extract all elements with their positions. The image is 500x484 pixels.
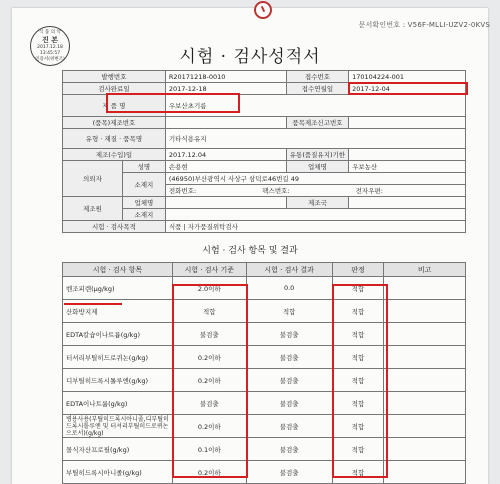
type-label: 유형 · 재질 · 품목명 (63, 129, 166, 149)
result-standard: 적합 (172, 300, 246, 323)
maker-addr (165, 209, 465, 221)
result-standard: 0.2이하 (172, 369, 246, 392)
purpose-value: 식품 | 자가품질위탁검사 (165, 221, 465, 233)
seal-main: 진 본 (42, 36, 58, 44)
acc-date-label: 접수연월일 (286, 83, 348, 95)
result-remarks (384, 415, 466, 438)
acc-no: 170104224-001 (349, 71, 466, 83)
highlight-underline (64, 303, 122, 305)
receipt-no: R20171218-0010 (165, 71, 286, 83)
result-judgement: 적합 (332, 461, 384, 484)
contact-row (165, 185, 465, 197)
seal-line1: 식 품 의 약 (39, 30, 61, 35)
biz-name: 우보농산 (349, 161, 466, 173)
mfg-date: 2017.12.04 (165, 149, 286, 161)
result-judgement: 적합 (332, 392, 384, 415)
document-number: 문서확인번호 : V56F-MLLI-UZV2-0KVS (358, 21, 490, 29)
report-label: 품목제조신고번호 (286, 117, 348, 129)
report-no (165, 117, 286, 129)
result-judgement: 적합 (332, 346, 384, 369)
result-value: 불검출 (246, 346, 332, 369)
result-remarks (384, 346, 466, 369)
results-title: 시험 · 검사 항목 및 결과 (202, 246, 298, 256)
country-value (349, 197, 466, 209)
name-label: 성명 (122, 161, 165, 173)
mfg-label: 제조(수입)일 (63, 149, 166, 161)
seal-line5: 인증서(위변조) (35, 57, 65, 62)
client-address: (46950)부산광역시 사상구 삼덕로46번길 49 (165, 173, 465, 185)
result-item: 디부틸히드록시톨루엔(g/kg) (63, 369, 173, 392)
results-table (62, 262, 466, 484)
result-value: 불검출 (246, 438, 332, 461)
report-no-label: (품목)제조번호 (63, 117, 166, 129)
result-remarks (384, 438, 466, 461)
header-remarks: 비고 (384, 263, 466, 277)
result-value: 불검출 (246, 392, 332, 415)
country-label: 제조국 (286, 197, 348, 209)
result-value: 0.0 (246, 277, 332, 300)
result-standard: 2.0이하 (172, 277, 246, 300)
result-item: 산화방지제 (63, 300, 173, 323)
result-item: 병용사용(부틸히드록시아니졸,디부틸히드록시톨루엔 및 터셔리부틸히드로퀴논으로서)(g/kg) (63, 415, 173, 438)
info-table (62, 70, 466, 233)
result-standard: 불검출 (172, 392, 246, 415)
result-item: EDTA이나트륨(g/kg) (63, 392, 173, 415)
result-item: 터셔리부틸히드로퀴논(g/kg) (63, 346, 173, 369)
result-remarks (384, 369, 466, 392)
acc-date: 2017-12-04 (349, 83, 466, 95)
biz-label: 업체명 (286, 161, 348, 173)
expiry-value (349, 149, 466, 161)
header-item: 시험 · 검사 항목 (63, 263, 173, 277)
result-remarks (384, 392, 466, 415)
client-label: 의뢰자 (63, 161, 123, 197)
expiry-label: 유통(품질유지)기한 (286, 149, 348, 161)
result-judgement: 적합 (332, 300, 384, 323)
tel-label: 전화번호: (168, 187, 197, 195)
pin-icon (254, 1, 272, 19)
maker-biz (165, 197, 286, 209)
result-judgement: 적합 (332, 323, 384, 346)
seal-line2: 2017.12.18 (37, 45, 63, 50)
header-standard: 시험 · 검사 기준 (172, 263, 246, 277)
type-value: 기타식용유지 (165, 129, 465, 149)
header-judgement: 판정 (332, 263, 384, 277)
result-item: 부틸히드록시아니졸(g/kg) (63, 461, 173, 484)
result-remarks (384, 300, 466, 323)
result-value: 불검출 (246, 323, 332, 346)
result-judgement: 적합 (332, 415, 384, 438)
maker-addr-label: 소재지 (122, 209, 165, 221)
header-result: 시험 · 검사 결과 (246, 263, 332, 277)
product-label: 제 품 명 (63, 95, 166, 117)
result-value: 불검출 (246, 369, 332, 392)
result-judgement: 적합 (332, 438, 384, 461)
result-standard: 0.1이하 (172, 438, 246, 461)
maker-biz-label: 업체명 (122, 197, 165, 209)
result-value: 불검출 (246, 415, 332, 438)
result-item: EDTA칼슘이나트륨(g/kg) (63, 323, 173, 346)
result-standard: 0.2이하 (172, 346, 246, 369)
result-standard: 불검출 (172, 323, 246, 346)
receipt-no-label: 발행번호 (63, 71, 166, 83)
client-name: 손용현 (165, 161, 286, 173)
document-title: 시험 · 검사성적서 (179, 47, 321, 67)
acc-no-label: 접수번호 (286, 71, 348, 83)
result-value: 불검출 (246, 461, 332, 484)
result-item: 벤조피렌(μg/kg) (63, 277, 173, 300)
result-standard: 0.2이하 (172, 461, 246, 484)
result-remarks (384, 461, 466, 484)
result-value: 적합 (246, 300, 332, 323)
report-value (349, 117, 466, 129)
seal-line3: 13:45:57 (39, 51, 61, 56)
product-name: 우보산초기름 (165, 95, 465, 117)
purpose-label: 시험 · 검사목적 (63, 221, 166, 233)
email-label: 전자우편: (355, 187, 383, 195)
result-standard: 0.2이하 (172, 415, 246, 438)
done-date: 2017-12-18 (165, 83, 286, 95)
done-label: 검사완료일 (63, 83, 166, 95)
fax-label: 팩스번호: (262, 187, 290, 195)
result-judgement: 적합 (332, 277, 384, 300)
result-item: 몰식자산프로필(g/kg) (63, 438, 173, 461)
addr-label: 소재지 (122, 173, 165, 197)
result-judgement: 적합 (332, 369, 384, 392)
maker-label: 제조원 (63, 197, 123, 221)
result-remarks (384, 323, 466, 346)
result-remarks (384, 277, 466, 300)
